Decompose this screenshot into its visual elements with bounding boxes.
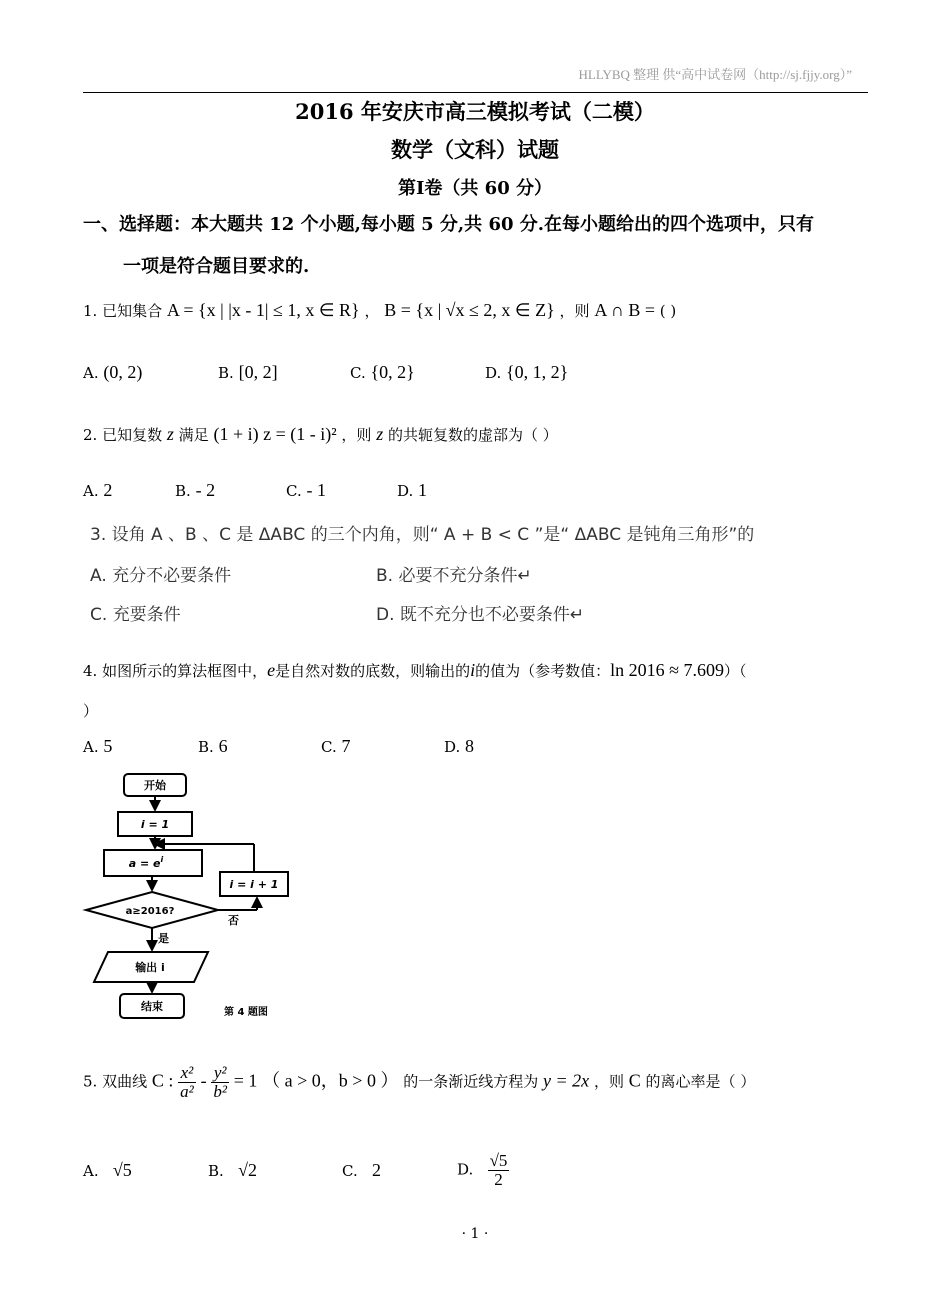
q3-option-c[interactable]	[90, 600, 181, 625]
q1-expr: A ∩ B =	[594, 300, 655, 320]
option-label: A.	[83, 1162, 99, 1180]
q5-a2: a²	[180, 1082, 194, 1101]
option-label: A.	[83, 364, 99, 382]
q2-tail: 的共轭复数的虚部为（ ）	[388, 426, 558, 444]
option-label: B.	[175, 482, 191, 500]
q2-mid: 满足	[178, 426, 209, 444]
q5-x2: x²	[178, 1064, 196, 1083]
q5-asymptote: y = 2x	[543, 1070, 590, 1091]
q3-option-a[interactable]	[90, 561, 231, 586]
q5-y2: y²	[211, 1064, 229, 1083]
option-label: A.	[83, 482, 99, 500]
option-value: 5	[103, 736, 113, 756]
flow-assign-text	[129, 855, 164, 870]
option-label: B.	[218, 364, 234, 382]
q4-option-a[interactable]	[83, 736, 112, 757]
q5-option-d[interactable]	[457, 1152, 509, 1189]
option-label: C.	[350, 364, 366, 382]
q2-equation: (1 + i) z = (1 - i)²	[213, 424, 337, 444]
q2-z: z	[166, 424, 174, 444]
q5-mid: 的一条渐近线方程为	[403, 1072, 539, 1091]
flow-assign-base: a = e	[128, 857, 161, 870]
q5-fraction-y	[211, 1064, 229, 1101]
option-value: 充要条件	[112, 605, 181, 625]
q5-then: ，则	[593, 1072, 624, 1091]
q4-line2: ）	[83, 702, 99, 720]
q5-option-d-fraction	[488, 1152, 510, 1189]
question-3: 3. 设角 A 、B 、C 是 ΔABC 的三个内角，则“ A + B < C ”是“ ΔABC 是钝角三角形”的	[90, 525, 755, 545]
q1-set-a: A = {x | |x - 1| ≤ 1, x ∈ R}	[166, 300, 360, 320]
q4-i: i	[470, 660, 476, 680]
option-label: C.	[286, 482, 302, 500]
option-label: A.	[83, 738, 99, 756]
option-value: 必要不充分条件↵	[398, 566, 532, 586]
q1-option-b[interactable]	[218, 362, 278, 383]
q5-b2: b²	[213, 1082, 227, 1101]
option-value: {0, 1, 2}	[506, 362, 569, 382]
q4-prefix: 4. 如图所示的算法框图中，	[83, 662, 268, 680]
q1-option-d[interactable]	[485, 362, 568, 383]
q5-option-a[interactable]	[83, 1160, 132, 1181]
option-label: D.	[485, 364, 502, 382]
option-value: 6	[218, 736, 228, 756]
option-value: - 2	[195, 480, 216, 500]
flow-increment: i = i + 1	[229, 878, 279, 891]
q5-tail: 的离心率是（ ）	[645, 1072, 756, 1091]
q2-prefix: 2. 已知复数	[83, 426, 163, 444]
q4-e: e	[267, 660, 276, 680]
flow-condition: a≥2016?	[125, 906, 175, 917]
q1-option-c[interactable]	[350, 362, 415, 383]
flow-caption: 第 4 题图	[224, 1007, 268, 1018]
option-value: 2	[103, 480, 113, 500]
question-2	[83, 424, 558, 445]
q4-tail: 的值为（参考数值：	[475, 662, 611, 680]
q2-then: ，则	[341, 426, 372, 444]
q5-fraction-x	[178, 1064, 196, 1101]
q4-option-c[interactable]	[321, 736, 351, 757]
subject-title: 数学（文科）试题	[391, 137, 559, 162]
q5-minus: -	[200, 1070, 207, 1091]
q5-prefix: 5. 双曲线	[83, 1072, 148, 1091]
q4-mid: 是自然对数的底数，则输出的	[275, 662, 471, 680]
q1-paren: ( )	[659, 302, 677, 320]
q5-option-d-den: 2	[494, 1170, 503, 1189]
q5-option-c[interactable]	[342, 1160, 381, 1181]
option-label: B.	[208, 1162, 224, 1180]
flowchart	[82, 770, 302, 1025]
part-title: 第Ⅰ卷（共 60 分）	[397, 178, 552, 199]
option-label: D.	[457, 1160, 474, 1179]
q2-option-a[interactable]	[83, 480, 112, 501]
q1-sep: ，	[364, 302, 380, 320]
flow-no-label: 否	[228, 914, 239, 927]
q3-option-b[interactable]	[376, 561, 532, 586]
flow-init: i = 1	[140, 818, 170, 831]
flow-assign-sup: i	[160, 855, 164, 864]
q1-set-b: B = {x | √x ≤ 2, x ∈ Z}	[384, 300, 555, 320]
q4-ln: ln 2016 ≈ 7.609	[610, 660, 725, 680]
header-rule	[83, 92, 868, 93]
q1-then: ，则	[559, 302, 590, 320]
q5-c2: C	[628, 1070, 641, 1091]
q5-condition: （ a > 0，b > 0 ）	[262, 1070, 399, 1091]
q5-c: C :	[151, 1070, 174, 1091]
option-value: - 1	[306, 480, 326, 500]
q5-eq1: = 1	[233, 1070, 258, 1091]
q1-option-a[interactable]	[83, 362, 142, 383]
flow-start: 开始	[144, 779, 166, 792]
option-label: A.	[90, 566, 107, 586]
flow-output: 输出 i	[135, 961, 165, 974]
flow-end: 结束	[141, 1000, 163, 1013]
q2-option-b[interactable]	[175, 480, 215, 501]
section-heading-line2: 一项是符合题目要求的.	[123, 256, 310, 277]
option-value: 8	[465, 736, 475, 756]
q4-end: ）（	[724, 662, 747, 680]
q4-option-b[interactable]	[198, 736, 228, 757]
question-4	[83, 660, 747, 681]
q2-z-2: z	[376, 424, 384, 444]
option-value: {0, 2}	[370, 362, 415, 382]
section-heading-line1: 一、选择题：本大题共 12 个小题,每小题 5 分,共 60 分.在每小题给出的四个选项中，只有	[83, 214, 815, 235]
question-1	[83, 300, 676, 321]
flow-yes-label: 是	[158, 932, 169, 945]
option-label: B.	[198, 738, 214, 756]
option-label: B.	[376, 566, 394, 586]
option-value: 7	[341, 736, 351, 756]
q5-option-b[interactable]	[208, 1160, 257, 1181]
q3-option-d[interactable]	[376, 600, 584, 625]
question-5	[83, 1064, 755, 1101]
option-label: C.	[321, 738, 337, 756]
header-note: HLLYBQ 整理 供“高中试卷网（http://sj.fjjy.org）”	[578, 67, 852, 82]
option-label: D.	[397, 482, 414, 500]
option-value: (0, 2)	[103, 362, 143, 382]
option-label: D.	[376, 605, 395, 625]
option-value: 1	[418, 480, 428, 500]
option-label: C.	[90, 605, 108, 625]
q2-option-c[interactable]	[286, 480, 326, 501]
q2-option-d[interactable]	[397, 480, 427, 501]
option-value: 2	[372, 1160, 382, 1180]
q5-option-d-num: √5	[489, 1151, 508, 1170]
option-label: D.	[444, 738, 461, 756]
option-value: 充分不必要条件	[112, 566, 232, 586]
exam-title: 2016 年安庆市高三模拟考试（二模）	[295, 99, 655, 124]
option-value: √5	[112, 1160, 132, 1180]
option-value: 既不充分也不必要条件↵	[399, 605, 585, 625]
option-value: √2	[238, 1160, 257, 1180]
page-number: · 1 ·	[461, 1226, 489, 1242]
q4-option-d[interactable]	[444, 736, 474, 757]
option-value: [0, 2]	[238, 362, 278, 382]
option-label: C.	[342, 1162, 358, 1180]
q1-prefix: 1. 已知集合	[83, 302, 163, 320]
